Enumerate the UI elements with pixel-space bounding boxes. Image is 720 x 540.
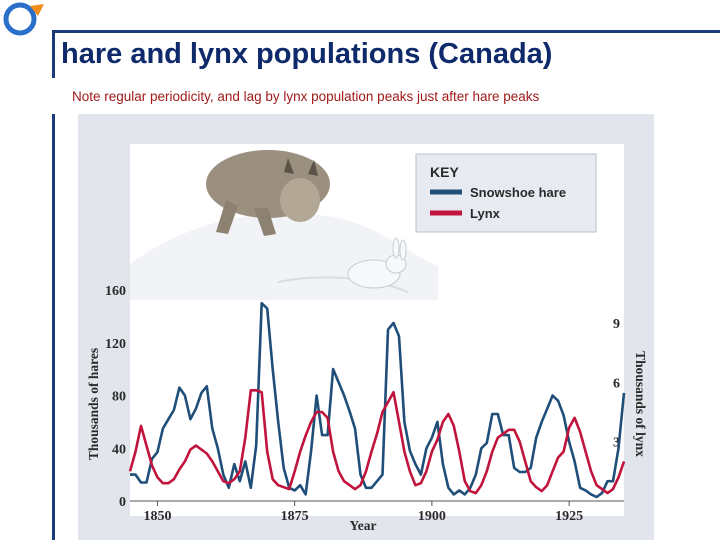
y2-tick-label: 6 (613, 376, 620, 392)
slide-subtitle: Note regular periodicity, and lag by lynx population peaks just after hare peaks (72, 89, 540, 104)
x-tick-label: 1850 (143, 509, 172, 524)
slide-left-rule (52, 114, 55, 540)
x-axis-label: Year (349, 518, 377, 533)
y-tick-label: 80 (112, 389, 126, 405)
y-tick-label: 160 (105, 284, 126, 299)
y-tick-label: 0 (119, 495, 126, 510)
logo-icon (0, 0, 48, 38)
y2-tick-label: 9 (613, 317, 620, 333)
title-accent-horizontal (52, 30, 720, 33)
x-tick-label: 1925 (555, 509, 584, 524)
y-tick-label: 40 (112, 442, 126, 458)
y-axis-label: Thousands of hares (86, 347, 101, 461)
x-tick-label: 1900 (417, 509, 446, 524)
chart-legend (416, 154, 596, 232)
legend-title: KEY (430, 164, 459, 180)
y2-axis-label: Thousands of lynx (633, 351, 648, 457)
x-tick-label: 1875 (280, 509, 309, 524)
title-accent-vertical (52, 30, 55, 78)
y-tick-label: 120 (105, 336, 126, 352)
legend-label-hare: Snowshoe hare (470, 185, 567, 200)
population-chart (78, 114, 654, 540)
slide-title: hare and lynx populations (Canada) (61, 38, 553, 70)
y2-tick-label: 3 (613, 435, 620, 451)
legend-label-lynx: Lynx (470, 206, 500, 221)
